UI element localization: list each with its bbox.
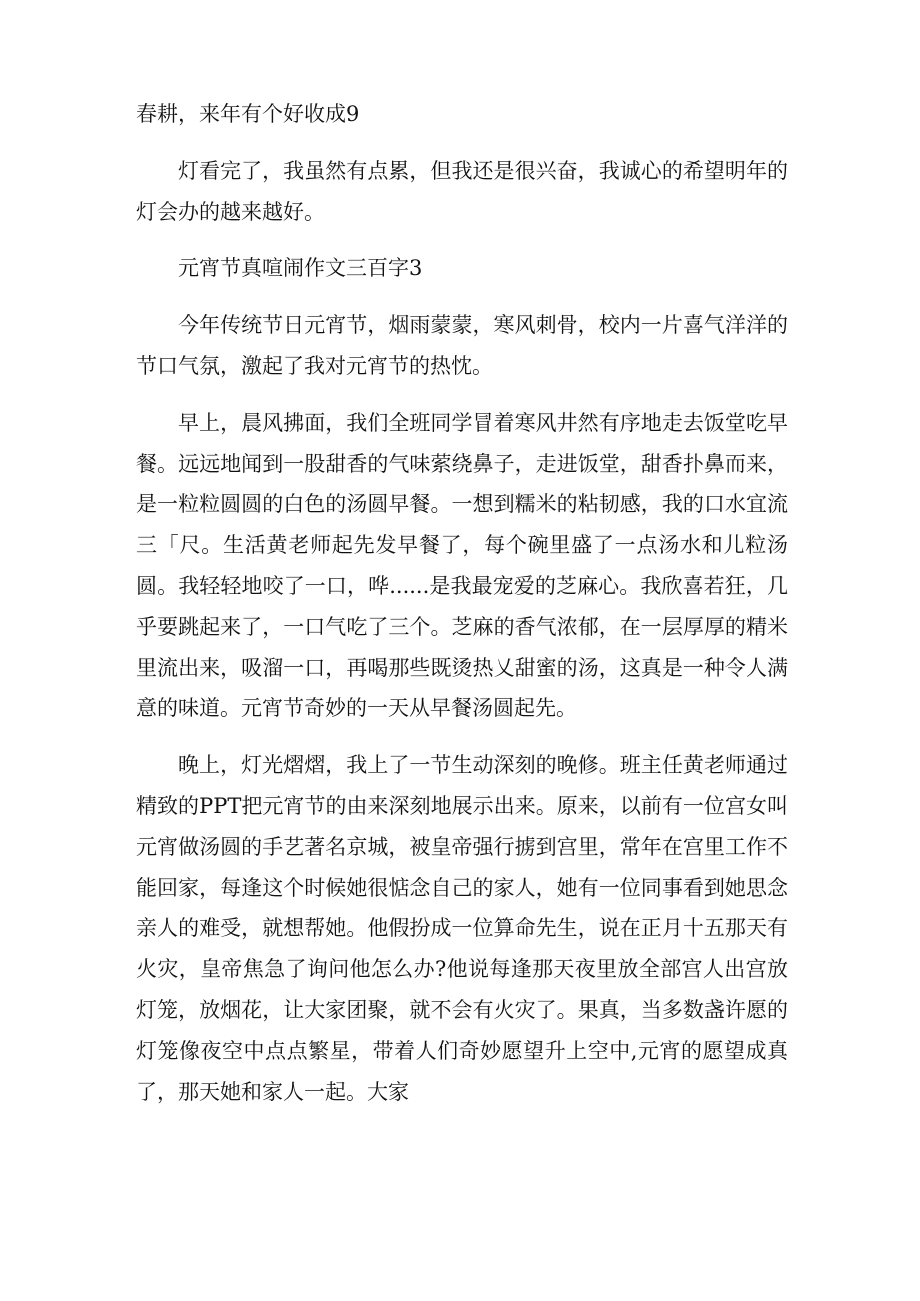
paragraph-evening: 晚上，灯光熠熠，我上了一节生动深刻的晚修。班主任黄老师通过精致的PPT把元宵节的由来深刻地展示出来。原来，以前有一位宫女叫元宵做汤圆的手艺著名京城，被皇帝强行掳到宫里，常年在宫里工作不能回家，每逢这个时候她很惦念自己的家人，她有一位同事看到她思念亲人的难受，就想帮她。他假扮成一位算命先生，说在正月十五那天有火灾，皇帝焦急了询问他怎么办?他说每逢那天夜里放全部宫人出宫放灯笼，放烟花，让大家团聚，就不会有火灾了。果真，当多数盏许愿的灯笼像夜空中点点繁星，带着人们奇妙愿望升上空中,元宵的愿望成真了，那天她和家人一起。大家 [136,753,788,1104]
paragraph-continuation: 春耕，来年有个好收成9 [136,102,360,126]
paragraph-morning: 早上，晨风拂面，我们全班同学冒着寒风井然有序地走去饭堂吃早餐。远远地闻到一股甜香的气味萦绕鼻子，走进饭堂，甜香扑鼻而来，是一粒粒圆圆的白色的汤圆早餐。一想到糯米的粘韧感，我的口水宜流三「尺。生活黄老师起先发早餐了，每个碗里盛了一点汤水和儿粒汤圆。我轻轻地咬了一口，哗......是我最宠爱的芝麻心。我欣喜若狂，几乎要跳起来了，一口气吃了三个。芝麻的香气浓郁，在一层厚厚的精米里流出来，吸溜一口，再喝那些既烫热乂甜蜜的汤，这真是一种令人满意的味道。元宵节奇妙的一天从早餐汤圆起先。 [136,410,788,721]
essay-heading: 元宵节真喧闹作文三百字3 [178,256,423,281]
document-body [136,94,788,1112]
paragraph-intro: 今年传统节日元宵节，烟雨蒙蒙，寒风刺骨，校内一片喜气洋洋的节口气氛，激起了我对元宵节的热忱。 [136,313,788,378]
paragraph-lantern-conclusion: 灯看完了，我虽然有点累，但我还是很兴奋，我诚心的希望明年的灯会办的越来越好。 [136,158,788,224]
